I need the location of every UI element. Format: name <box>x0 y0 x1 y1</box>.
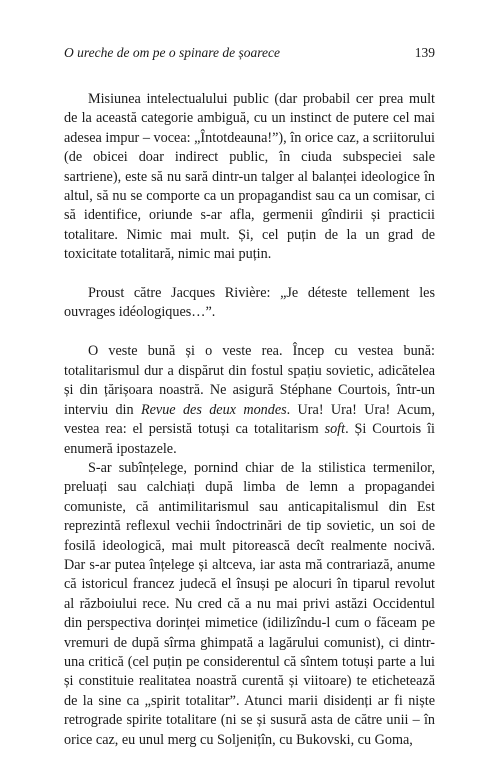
paragraph-courtois-critique <box>64 459 435 750</box>
paragraph-text: . Ura! Ura! Ura! Acum, vestea rea: el persistă totuși ca totalitarism <box>64 401 435 438</box>
paragraph-text: Proust către Jacques Rivière: „Je déteste tellement les ouvrages idéologiques…”. <box>64 284 435 321</box>
paragraph-good-bad-news <box>64 342 435 458</box>
running-head <box>64 44 435 62</box>
journal-title: Revue des deux mondes <box>140 401 287 418</box>
paragraph-text: S-ar subînțelege, pornind chiar de la stilistica termenilor, preluați sau calchiați după limba de lemn a propagandei comuniste, că antimilitarismul sau anticapitalismul din Est reprezintă reflexul vechii îndoctrinări de tip sovietic, un soi de fosilă ideologică, mai mult pitorească decît realmente nocivă. Dar s-ar putea înțelege și altceva, iar asta mă contrariază, anume că istoricul francez judecă el însuși pe alocuri în tiparul revolut al războiului rece. Nu cred că a nu mai privi astăzi Occidentul din perspectiva dorinței mimetice (idilizîndu-l cum o făceam pe vremuri de după sîrma ghimpată a lagărului comunist), ci dintr-una critică (cel puțin pe considerentul că sîntem totuși parte a lui și constituie realitatea noastră curentă și viitoare) te etichetează de la sine ca „spirit totalitar”. Atunci marii disidenți ar fi niște retrograde spirite totalitare (ni se și susură asta de către unii – în orice caz, eu unul merg cu Soljenițîn, cu Bukovski, cu Goma, <box>64 459 435 748</box>
page-number: 139 <box>414 45 435 60</box>
paragraph-text: O veste bună și o veste rea. Încep cu vestea bună: totalitarismul dur a dispărut din fostul spațiu sovietic, adicătelea și din țărișoara noastră. Ne asigură Stéphane Courtois, într-un interviu din <box>64 343 435 418</box>
paragraph-text: Misiunea intelectualului public (dar probabil cer prea mult de la această categorie ambiguă, cu un instinct de putere cel mai adesea impur – vocea: „Întotdeauna!”), în orice caz, a scriitorului (de obicei doar indirect public, în ciuda subspeciei sale sartriene), este să nu sară dintr-un talger al balanței ideologice în altul, să nu se comporte ca un propagandist sau ca un comisar, ci să identifice, oriunde s-ar afla, germenii gîndirii și practicii totalitare. Nimic mai mult. Și, cel puțin de la un grad de toxicitate totalitară, nimic mai puțin. <box>64 91 435 263</box>
paragraph-public-intellectual <box>64 90 435 265</box>
running-title: O ureche de om pe o spinare de șoarece <box>64 45 280 60</box>
paragraph-proust-quote <box>64 284 435 323</box>
emphasis-soft: soft <box>324 421 346 438</box>
body-text <box>64 90 435 750</box>
paragraph-text: . Și Courtois îi enumeră ipostazele. <box>64 421 435 457</box>
